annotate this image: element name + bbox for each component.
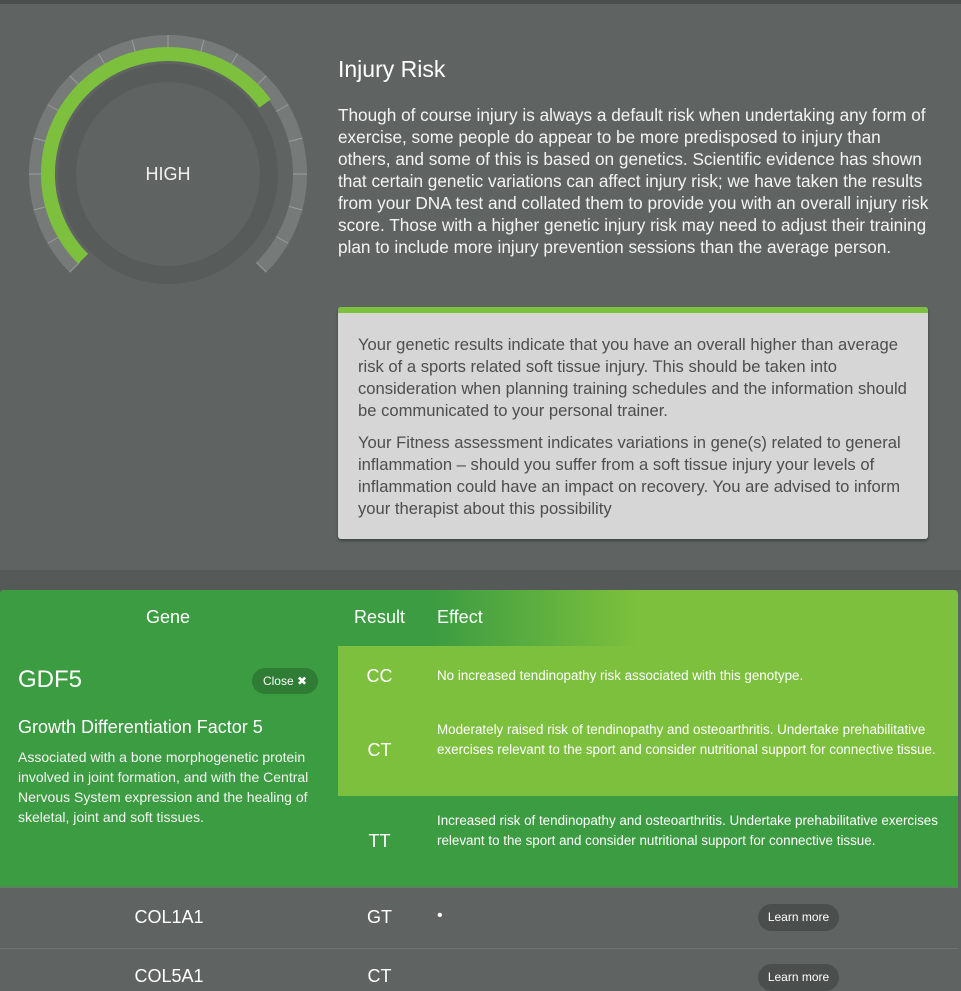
- gene-name: GDF5: [18, 666, 83, 693]
- card-accent-bar: [338, 307, 928, 313]
- header-gene: Gene: [145, 607, 191, 627]
- risk-gauge: [28, 34, 308, 284]
- close-button[interactable]: Close ✖: [252, 668, 318, 694]
- header-result: Result: [353, 607, 406, 627]
- row-gene: COL5A1: [134, 966, 204, 986]
- genotype-label: CC: [366, 666, 393, 686]
- row-result: GT: [367, 907, 392, 927]
- gauge-risk-label: HIGH: [145, 164, 191, 184]
- genotype-row-cc: [338, 646, 958, 706]
- section-intro: Though of course injury is always a default risk when undertaking any form of exercise, some people do appear to be more predisposed to injury than others, and some of this is based on genetics. Scientific evidence has shown that certain genetic variations can affect injury risk; we have taken the results from your DNA test and collated them to provide you with an overall injury risk score. Those with a higher genetic injury risk may need to adjust their training plan to include more injury prevention sessions than the average person.: [338, 105, 929, 257]
- results-summary-card: [338, 307, 928, 539]
- genotype-effect: Moderately raised risk of tendinopathy and osteoarthritis. Undertake prehabilitative exercises relevant to the sport and consider nutritional support for connective tissue.: [437, 722, 936, 757]
- genotype-effect: No increased tendinopathy risk associated with this genotype.: [437, 668, 804, 683]
- gene-detail-panel: [0, 646, 338, 887]
- section-divider: [0, 570, 961, 590]
- genotype-label: TT: [368, 831, 391, 851]
- header-effect: Effect: [437, 607, 483, 627]
- table-header-right: [338, 590, 958, 646]
- table-header-left: [0, 590, 338, 646]
- section-title: Injury Risk: [338, 56, 446, 82]
- genotype-row-ct: [338, 706, 958, 796]
- table-row: [0, 948, 958, 988]
- genotype-effect: Increased risk of tendinopathy and osteoarthritis. Undertake prehabilitative exercises relevant to the sport and consider nutritional support for connective tissue.: [437, 813, 938, 848]
- gene-full-name: Growth Differentiation Factor 5: [18, 717, 263, 737]
- gene-table: [0, 590, 958, 986]
- summary-paragraph-1: Your genetic results indicate that you have an overall higher than average risk of a sports related soft tissue injury. This should be taken into consideration when planning training schedules and the information should be communicated to your personal trainer.: [358, 335, 907, 420]
- row-gene: COL1A1: [134, 907, 204, 927]
- gene-description: Associated with a bone morphogenetic protein involved in joint formation, and with the Central Nervous System expression and the healing of skeletal, joint and soft tissues.: [18, 749, 309, 825]
- genotype-label: CT: [367, 740, 392, 760]
- learn-more-button[interactable]: Learn more: [758, 904, 839, 931]
- row-effect: •: [437, 907, 443, 924]
- gauge-graphic: [28, 34, 308, 284]
- learn-more-button[interactable]: Learn more: [758, 964, 839, 991]
- summary-paragraph-2: Your Fitness assessment indicates variations in gene(s) related to general inflammation – should you suffer from a soft tissue injury your levels of inflammation could have an impact on recovery. You are advised to inform your therapist about this possibility: [358, 433, 901, 518]
- genotype-row-tt: [338, 796, 958, 887]
- row-result: CT: [367, 966, 392, 986]
- table-row: [0, 887, 958, 949]
